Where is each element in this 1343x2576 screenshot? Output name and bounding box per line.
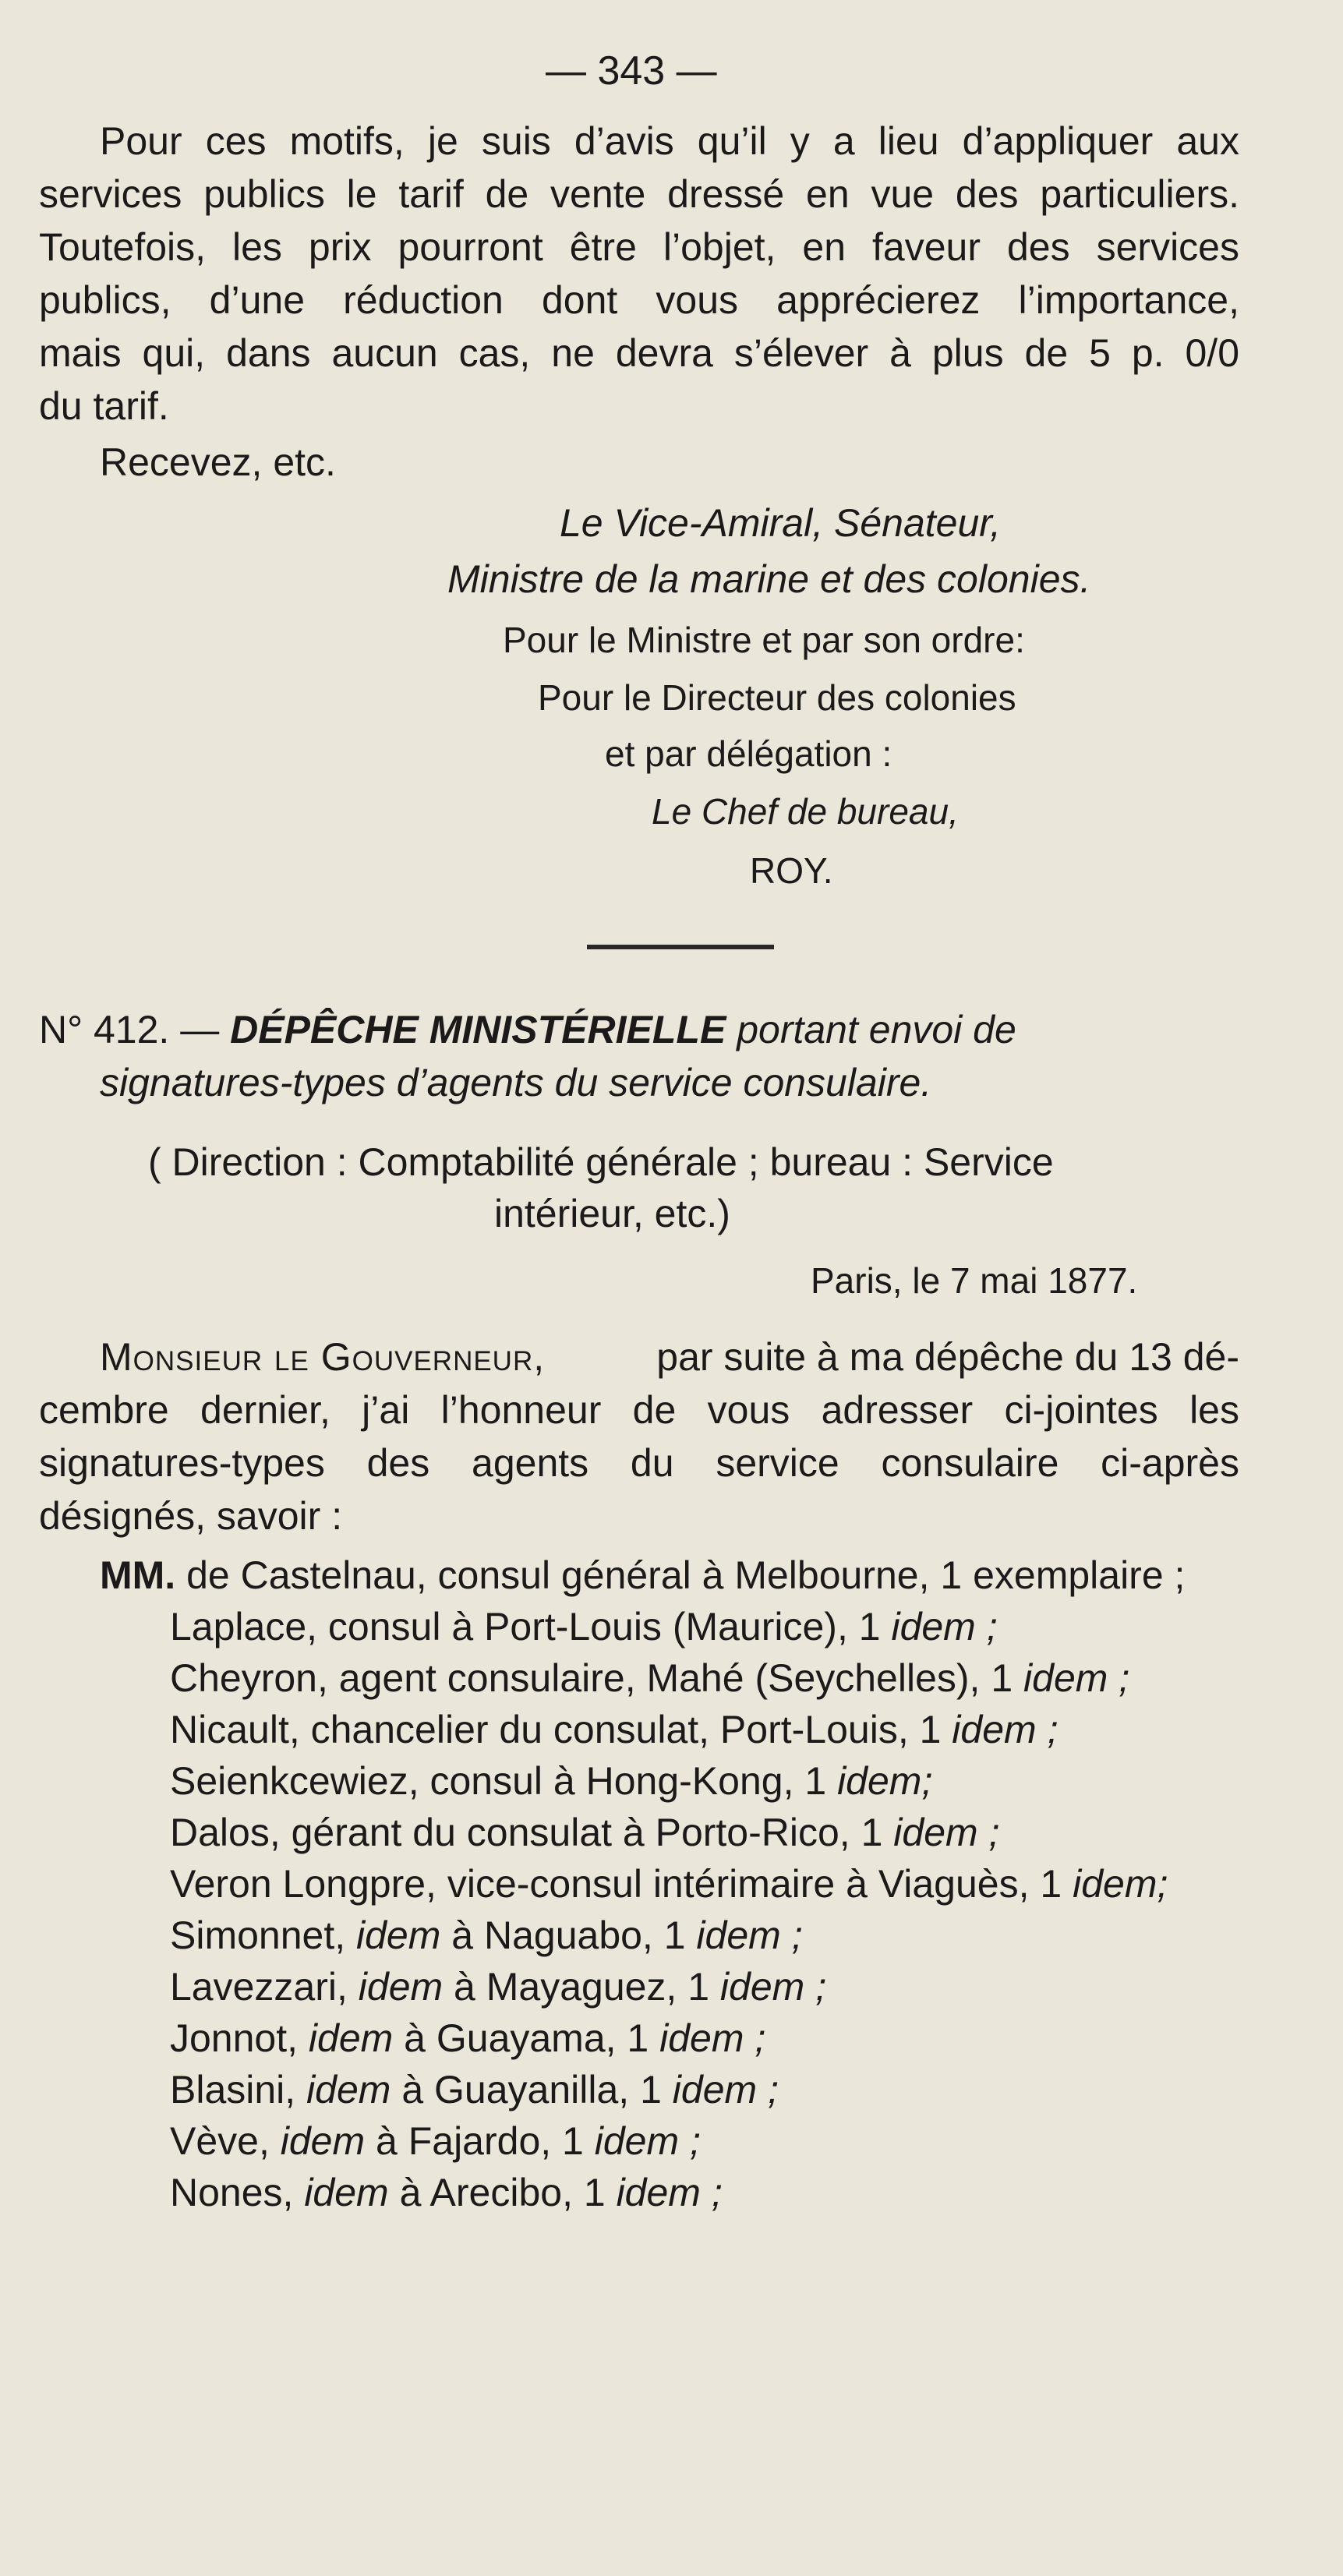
signature-order: Pour le Ministre et par son ordre: bbox=[503, 620, 1025, 660]
agent-text: Jonnot, idem à Guayama, 1 bbox=[170, 2016, 649, 2060]
page-number: — 343 — bbox=[546, 48, 717, 94]
agent-idem: idem ; bbox=[941, 1708, 1058, 1751]
agent-idem: idem; bbox=[826, 1759, 933, 1803]
intro-line: mais qui, dans aucun cas, ne devra s’élever à plus de 5 p. 0/0 bbox=[39, 331, 1239, 375]
agent-entry bbox=[170, 2168, 723, 2217]
agent-entry bbox=[170, 2014, 765, 2062]
intro-line: services publics le tarif de vente dressé en vue des particuliers. bbox=[39, 172, 1239, 216]
agent-idem: idem ; bbox=[661, 2068, 779, 2111]
closing-formula: Recevez, etc. bbox=[100, 440, 336, 484]
dispatch-subtitle: signatures-types d’agents du service consulaire. bbox=[100, 1061, 932, 1104]
separator-rule bbox=[587, 945, 774, 949]
agent-entry bbox=[170, 1860, 1168, 1908]
agent-text: Nones, idem à Arecibo, 1 bbox=[170, 2171, 606, 2214]
salutation: Monsieur le Gouverneur, bbox=[100, 1335, 546, 1379]
agent-idem: idem ; bbox=[882, 1811, 1000, 1854]
agent-text: Vève, idem à Fajardo, 1 bbox=[170, 2119, 584, 2163]
body-line: cembre dernier, j’ai l’honneur de vous adresser ci-jointes les bbox=[39, 1388, 1239, 1432]
agent-idem: idem ; bbox=[605, 2171, 723, 2214]
agent-idem: idem ; bbox=[880, 1605, 998, 1648]
signature-title: Le Vice-Amiral, Sénateur, bbox=[560, 501, 1002, 545]
agent-text: de Castelnau, consul général à Melbourne, 1 exemplaire ; bbox=[186, 1553, 1186, 1597]
intro-line: Toutefois, les prix pourront être l’objet, en faveur des services bbox=[39, 225, 1239, 269]
agent-text: Laplace, consul à Port-Louis (Maurice), 1 bbox=[170, 1605, 881, 1648]
signature-ministry: Ministre de la marine et des colonies. bbox=[447, 557, 1091, 601]
agent-idem: idem ; bbox=[1013, 1656, 1130, 1700]
agent-prefix: MM. bbox=[100, 1553, 187, 1597]
agent-idem: idem; bbox=[1062, 1862, 1168, 1906]
dispatch-title: DÉPÊCHE MINISTÉRIELLE bbox=[230, 1008, 726, 1051]
agent-text: Blasini, idem à Guayanilla, 1 bbox=[170, 2068, 662, 2111]
dispatch-title-line bbox=[39, 1005, 1016, 1054]
agent-entry bbox=[170, 1757, 932, 1805]
agent-entry bbox=[170, 1602, 998, 1651]
agent-idem: idem ; bbox=[583, 2119, 701, 2163]
agent-idem: idem ; bbox=[709, 1965, 827, 2009]
agent-entry bbox=[170, 1705, 1058, 1754]
direction-line: ( Direction : Comptabilité générale ; bureau : Service bbox=[148, 1140, 1054, 1184]
agent-text: Cheyron, agent consulaire, Mahé (Seychelles), 1 bbox=[170, 1656, 1013, 1700]
signature-delegation: et par délégation : bbox=[605, 733, 892, 774]
agent-entry bbox=[170, 1654, 1129, 1702]
intro-line: Pour ces motifs, je suis d’avis qu’il y a lieu d’appliquer aux bbox=[100, 119, 1239, 163]
dispatch-title-rest: portant envoi de bbox=[737, 1008, 1016, 1051]
intro-line: publics, d’une réduction dont vous apprécierez l’importance, bbox=[39, 278, 1239, 322]
agent-idem: idem ; bbox=[649, 2016, 766, 2060]
agent-text: Simonnet, idem à Naguabo, 1 bbox=[170, 1913, 686, 1957]
agent-text: Seienkcewiez, consul à Hong-Kong, 1 bbox=[170, 1759, 827, 1803]
intro-line: du tarif. bbox=[39, 384, 169, 428]
agent-entry bbox=[170, 2117, 701, 2165]
signature-chief: Le Chef de bureau, bbox=[652, 791, 959, 832]
body-line: désignés, savoir : bbox=[39, 1494, 343, 1538]
agent-text: Dalos, gérant du consulat à Porto-Rico, 1 bbox=[170, 1811, 883, 1854]
agent-text: Lavezzari, idem à Mayaguez, 1 bbox=[170, 1965, 710, 2009]
agent-idem: idem ; bbox=[685, 1913, 803, 1957]
body-first-line bbox=[100, 1333, 1239, 1381]
agent-text: Nicault, chancelier du consulat, Port-Louis, 1 bbox=[170, 1708, 942, 1751]
body-line: signatures-types des agents du service consulaire ci-après bbox=[39, 1441, 1239, 1485]
agent-entry bbox=[170, 1808, 999, 1857]
signature-director: Pour le Directeur des colonies bbox=[538, 677, 1016, 718]
signature-name: ROY. bbox=[750, 850, 833, 891]
agent-entry bbox=[100, 1551, 1185, 1599]
agent-entry bbox=[170, 2065, 779, 2114]
agent-text: Veron Longpre, vice-consul intérimaire à Viaguès, 1 bbox=[170, 1862, 1062, 1906]
agent-entry bbox=[170, 1911, 803, 1959]
direction-line: intérieur, etc.) bbox=[494, 1192, 730, 1235]
dispatch-date: Paris, le 7 mai 1877. bbox=[811, 1260, 1138, 1301]
agent-entry bbox=[170, 1963, 826, 2011]
body-text: par suite à ma dépêche du 13 dé- bbox=[656, 1335, 1239, 1379]
dispatch-number: N° 412. — bbox=[39, 1008, 220, 1051]
